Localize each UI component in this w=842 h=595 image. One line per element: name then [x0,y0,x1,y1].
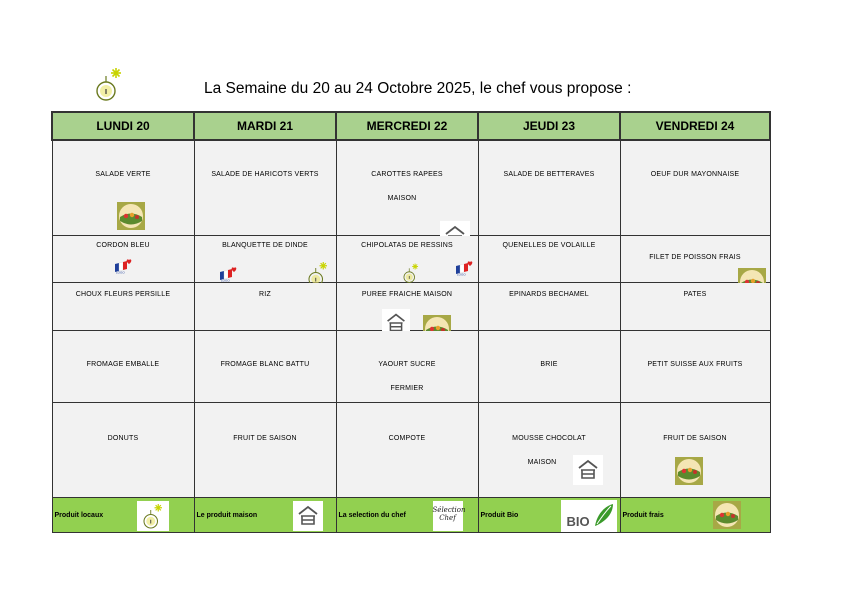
plat-cell [52,236,194,283]
dish-name-extra: MAISON [387,195,417,202]
day-header: JEUDI 23 [478,112,620,140]
dessert-cell [194,403,336,498]
day-header: VENDREDI 24 [620,112,770,140]
house-icon [573,455,603,485]
dish-name: OEUF DUR MAYONNAISE [650,171,740,178]
chef-selection-icon [432,501,466,531]
dish-name: FILET DE POISSON FRAIS [649,254,741,261]
page-title: La Semaine du 20 au 24 Octobre 2025, le chef vous propose : [204,80,632,97]
dish-name: CHIPOLATAS DE RESSINS [361,242,453,249]
dish-name: PUREE FRAICHE MAISON [361,291,453,298]
accompagnement-cell [194,283,336,331]
entree-cell [194,140,336,236]
legend-label: Produit locaux [54,512,104,519]
dish-name: RIZ [259,291,271,298]
dish-name: QUENELLES DE VOLAILLE [502,242,596,249]
dish-name: FRUIT DE SAISON [663,435,727,442]
local-product-icon [92,64,126,104]
plat-cell [194,236,336,283]
accompagnement-cell [478,283,620,331]
french-origin-icon [218,265,240,283]
laitage-cell [620,331,770,403]
laitage-cell [194,331,336,403]
plat-cell [336,236,478,283]
accompagnement-cell [52,283,194,331]
plat-row [52,236,770,283]
dish-name: PETIT SUISSE AUX FRUITS [647,361,743,368]
fresh-product-icon [713,501,741,529]
legend-label: Produit Bio [480,512,519,519]
dish-name-extra: MAISON [527,459,557,466]
legend-row [52,498,770,533]
laitage-cell [52,331,194,403]
accompagnement-cell [620,283,770,331]
dish-name: SALADE DE BETTERAVES [503,171,595,178]
dish-name: SALADE VERTE [95,171,151,178]
dish-name: CORDON BLEU [96,242,150,249]
entree-cell [336,140,478,236]
laitage-cell [336,331,478,403]
dessert-cell [52,403,194,498]
dish-name: BRIE [540,361,558,368]
dessert-cell [478,403,620,498]
entree-cell [478,140,620,236]
leaf-icon [591,502,615,528]
dessert-cell [620,403,770,498]
entree-cell [620,140,770,236]
bio-icon [561,500,617,532]
dish-name: BLANQUETTE DE DINDE [222,242,308,249]
dish-name: PATES [683,291,707,298]
day-header: LUNDI 20 [52,112,194,140]
dish-name-extra: FERMIER [390,385,424,392]
dish-name: MOUSSE CHOCOLAT [512,435,586,442]
dish-name: CHOUX FLEURS PERSILLE [75,291,171,298]
dish-name: CAROTTES RAPEES [371,171,443,178]
legend-cell [194,498,336,533]
dish-name: DONUTS [107,435,139,442]
legend-label: Produit frais [622,512,664,519]
bio-text: BIO [566,514,590,529]
chef-logo-text: Sélection Chef [432,506,466,522]
french-origin-icon [113,257,135,275]
fresh-product-icon [675,457,703,485]
house-icon [293,501,323,531]
dessert-cell [336,403,478,498]
menu-table [51,111,771,533]
days-header-row [52,112,770,140]
entree-row [52,140,770,236]
dish-name: SALADE DE HARICOTS VERTS [211,171,319,178]
fresh-product-icon [117,200,145,232]
local-product-icon [137,501,169,531]
legend-cell [620,498,770,533]
plat-cell [478,236,620,283]
dish-name: EPINARDS BECHAMEL [509,291,589,298]
dish-name: FROMAGE EMBALLE [86,361,160,368]
legend-label: La selection du chef [338,512,406,519]
laitage-cell [478,331,620,403]
dessert-row [52,403,770,498]
local-product-icon [401,261,421,285]
day-header: MERCREDI 22 [336,112,478,140]
legend-cell [52,498,194,533]
day-header: MARDI 21 [194,112,336,140]
legend-cell [478,498,620,533]
dish-name: FRUIT DE SAISON [233,435,297,442]
entree-cell [52,140,194,236]
laitage-row [52,331,770,403]
dish-name: YAOURT SUCRE [378,361,436,368]
accompagnement-cell [336,283,478,331]
french-origin-icon [454,259,476,277]
accompagnement-row [52,283,770,331]
legend-label: Le produit maison [196,512,258,519]
dish-name: FROMAGE BLANC BATTU [220,361,310,368]
legend-cell [336,498,478,533]
dish-name: COMPOTE [388,435,426,442]
plat-cell [620,236,770,283]
